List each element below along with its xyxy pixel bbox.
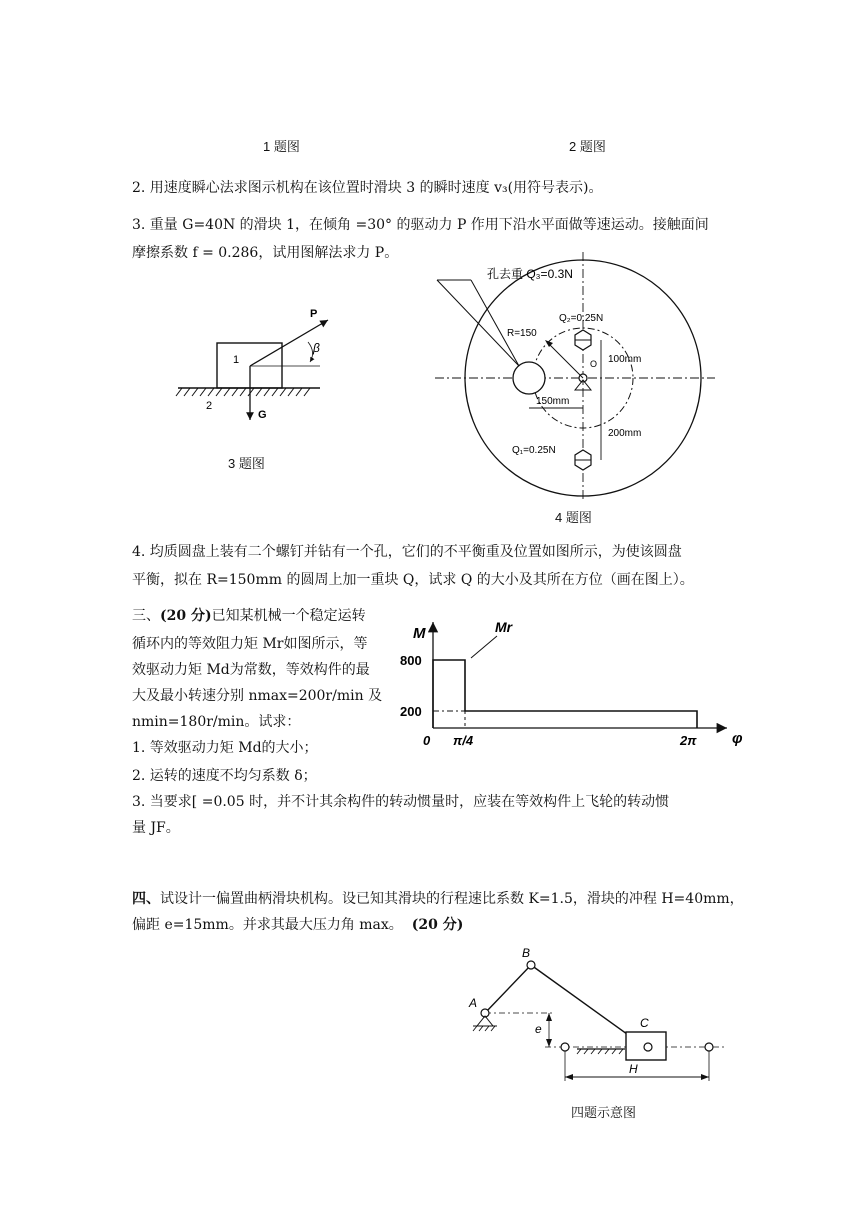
chart-series-label: Mr: [495, 619, 513, 635]
fig1-caption: 1 题图: [263, 139, 300, 154]
fig3-label-2: 2: [206, 400, 213, 412]
label-b: B: [522, 946, 531, 960]
x-tick-label: 0: [423, 733, 431, 748]
section3-q2: 2. 运转的速度不均匀系数 δ；: [132, 768, 317, 784]
label-c: C: [640, 1016, 649, 1030]
section3-line3: 效驱动力矩 Md为常数，等效构件的最: [132, 662, 370, 678]
section3-q3-line2: 量 JF。: [132, 820, 180, 836]
section3-q1: 1. 等效驱动力矩 Md的大小；: [132, 740, 318, 756]
x-tick-label: 2π: [680, 733, 697, 748]
fig3-caption: 3 题图: [228, 456, 265, 471]
fig4-label-hole: 孔去重 Q₃=0.3N: [487, 267, 573, 281]
mr-chart: [395, 610, 755, 760]
fig4-label-q2: Q₂=0.25N: [559, 313, 604, 324]
x-tick-label: π/4: [453, 733, 474, 748]
fig4-label-r: R=150: [507, 328, 537, 339]
fig4-label-q1: Q₁=0.25N: [512, 445, 556, 456]
section4-line2-text: 偏距 e=15mm。并求其最大压力角 max。: [132, 917, 403, 933]
section3-heading: 三、: [132, 608, 160, 624]
label-h: H: [629, 1062, 638, 1076]
fig3-label-1: 1: [233, 354, 240, 366]
section4-score: (20 分): [411, 917, 464, 933]
section3-line1: 已知某机械一个稳定运转: [211, 608, 366, 624]
mr-series-line: [433, 660, 697, 728]
slider-crank-diagram: [465, 945, 735, 1095]
fig-si-caption: 四题示意图: [571, 1105, 637, 1120]
fig4-label-o: O: [590, 359, 598, 369]
fig3-label-g: G: [258, 409, 267, 421]
problem-4-line1: 4. 均质圆盘上装有二个螺钉并钻有一个孔，它们的不平衡重及位置如图所示，为使该圆盘: [132, 544, 682, 560]
fig4-label-200: 200mm: [608, 428, 642, 439]
section4-line2: [132, 915, 463, 935]
y-tick-label: 800: [400, 653, 422, 668]
section3-line2: 循环内的等效阻力矩 Mr如图所示，等: [132, 636, 368, 652]
problem-2: 2. 用速度瞬心法求图示机构在该位置时滑块 3 的瞬时速度 v₃(用符号表示)。: [132, 180, 603, 196]
section3-score: (20 分): [160, 608, 212, 624]
y-tick-label: 200: [400, 704, 422, 719]
label-a: A: [469, 996, 478, 1010]
section3-line4: 大及最小转速分别 nmax=200r/min 及: [132, 688, 383, 704]
problem-3-line1: 3. 重量 G=40N 的滑块 1，在倾角 =30° 的驱动力 P 作用下沿水平面做等速运动。接触面间: [132, 217, 709, 233]
fig4-caption: 4 题图: [555, 510, 592, 525]
fig3-label-beta: β: [313, 341, 320, 355]
section4-heading: 四、: [132, 891, 160, 907]
fig4-label-100: 100mm: [608, 354, 642, 365]
section3-q3-line1: 3. 当要求[ =0.05 时，并不计其余构件的转动惯量时，应装在等效构件上飞轮的转动惯: [132, 794, 670, 810]
fig4-label-150: 150mm: [536, 396, 570, 407]
fig3-label-p: P: [310, 308, 318, 320]
chart-xlabel: φ: [732, 730, 743, 747]
chart-ylabel: M: [413, 625, 426, 642]
fig3-diagram: [170, 300, 350, 430]
section4-line1: [132, 889, 744, 909]
problem-3-line2: 摩擦系数 f = 0.286，试用图解法求力 P。: [132, 245, 399, 261]
fig2-caption: 2 题图: [569, 139, 606, 154]
label-e: e: [535, 1022, 542, 1036]
section3-line5: nmin=180r/min。试求：: [132, 714, 301, 730]
problem-4-line2: 平衡，拟在 R=150mm 的圆周上加一重块 Q，试求 Q 的大小及其所在方位（画在图上）。: [132, 572, 694, 588]
section3-heading-line: [132, 606, 366, 626]
section4-line1-text: 试设计一偏置曲柄滑块机构。设已知其滑块的行程速比系数 K=1.5，滑块的冲程 H=40mm，: [160, 891, 744, 907]
fig4-diagram: [425, 250, 725, 510]
